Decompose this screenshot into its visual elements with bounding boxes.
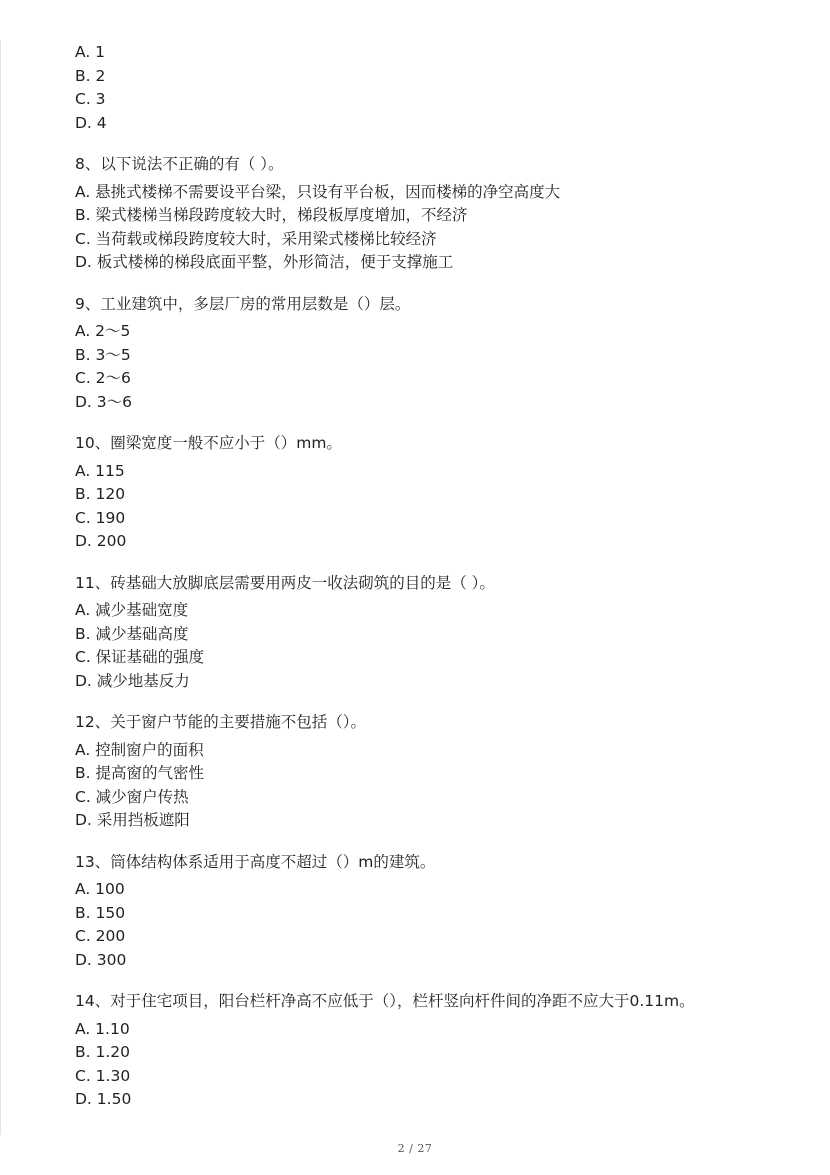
option-c: C. 200: [75, 927, 126, 945]
question-title: 9、工业建筑中，多层厂房的常用层数是（）层。: [75, 294, 411, 313]
question-11: [75, 572, 815, 694]
option-d: D. 采用挡板遮阳: [75, 811, 190, 829]
option-d: D. 300: [75, 950, 127, 969]
option-a: A. 悬挑式楼梯不需要设平台梁，只设有平台板，因而楼梯的净空高度大: [75, 182, 561, 201]
question-title: 14、对于住宅项目，阳台栏杆净高不应低于（），栏杆竖向杆件间的净距不应大于0.11m。: [75, 992, 695, 1010]
question-title: 13、筒体结构体系适用于高度不超过（）m的建筑。: [75, 852, 436, 871]
question-9: [75, 293, 815, 415]
option-b: B. 120: [75, 485, 126, 503]
question-12: [75, 711, 815, 833]
question-title: 11、砖基础大放脚底层需要用两皮一收法砌筑的目的是（ ）。: [75, 573, 495, 592]
question-title: 8、以下说法不正确的有（ ）。: [75, 155, 284, 173]
question-title: 12、关于窗户节能的主要措施不包括（）。: [75, 713, 366, 731]
option-a: A. 2～5: [75, 322, 131, 340]
option-d: D. 3～6: [75, 392, 133, 411]
option-d: D. 1.50: [75, 1090, 132, 1108]
question-10: [75, 432, 815, 554]
option-b: B. 梁式楼梯当梯段跨度较大时，梯段板厚度增加，不经济: [75, 206, 468, 224]
option-c: C. 当荷载或梯段跨度较大时，采用梁式楼梯比较经济: [75, 229, 437, 248]
option-b: B. 150: [75, 903, 126, 922]
option-b: B. 1.20: [75, 1043, 130, 1061]
option-b: B. 减少基础高度: [75, 624, 189, 643]
option-c: C. 1.30: [75, 1066, 131, 1085]
option-c: C. 减少窗户传热: [75, 787, 189, 806]
option-c: C. 2～6: [75, 369, 131, 387]
option-b: B. 2: [75, 66, 106, 85]
option-d: D. 板式楼梯的梯段底面平整，外形简洁，便于支撑施工: [75, 253, 454, 271]
option-a: A. 100: [75, 880, 125, 898]
option-d: D. 200: [75, 532, 127, 550]
option-a: A. 控制窗户的面积: [75, 740, 204, 759]
option-c: C. 保证基础的强度: [75, 648, 205, 666]
option-d: D. 减少地基反力: [75, 671, 190, 690]
option-b: B. 提高窗的气密性: [75, 764, 204, 782]
option-a: A. 1: [75, 43, 106, 61]
question-7-options-block: [75, 41, 815, 135]
question-8: [75, 153, 815, 275]
option-a: A. 115: [75, 461, 125, 480]
question-14: [75, 990, 815, 1112]
option-a: A. 减少基础宽度: [75, 601, 189, 619]
option-d: D. 4: [75, 113, 107, 132]
page-number: 2 / 27: [397, 1142, 433, 1155]
option-a: A. 1.10: [75, 1019, 130, 1038]
question-title: 10、圈梁宽度一般不应小于（）mm。: [75, 434, 342, 452]
page-left-edge: [0, 40, 1, 1135]
question-13: [75, 851, 815, 973]
document-body: [75, 41, 815, 1130]
option-c: C. 3: [75, 90, 106, 108]
option-c: C. 190: [75, 508, 126, 527]
option-b: B. 3～5: [75, 345, 131, 364]
